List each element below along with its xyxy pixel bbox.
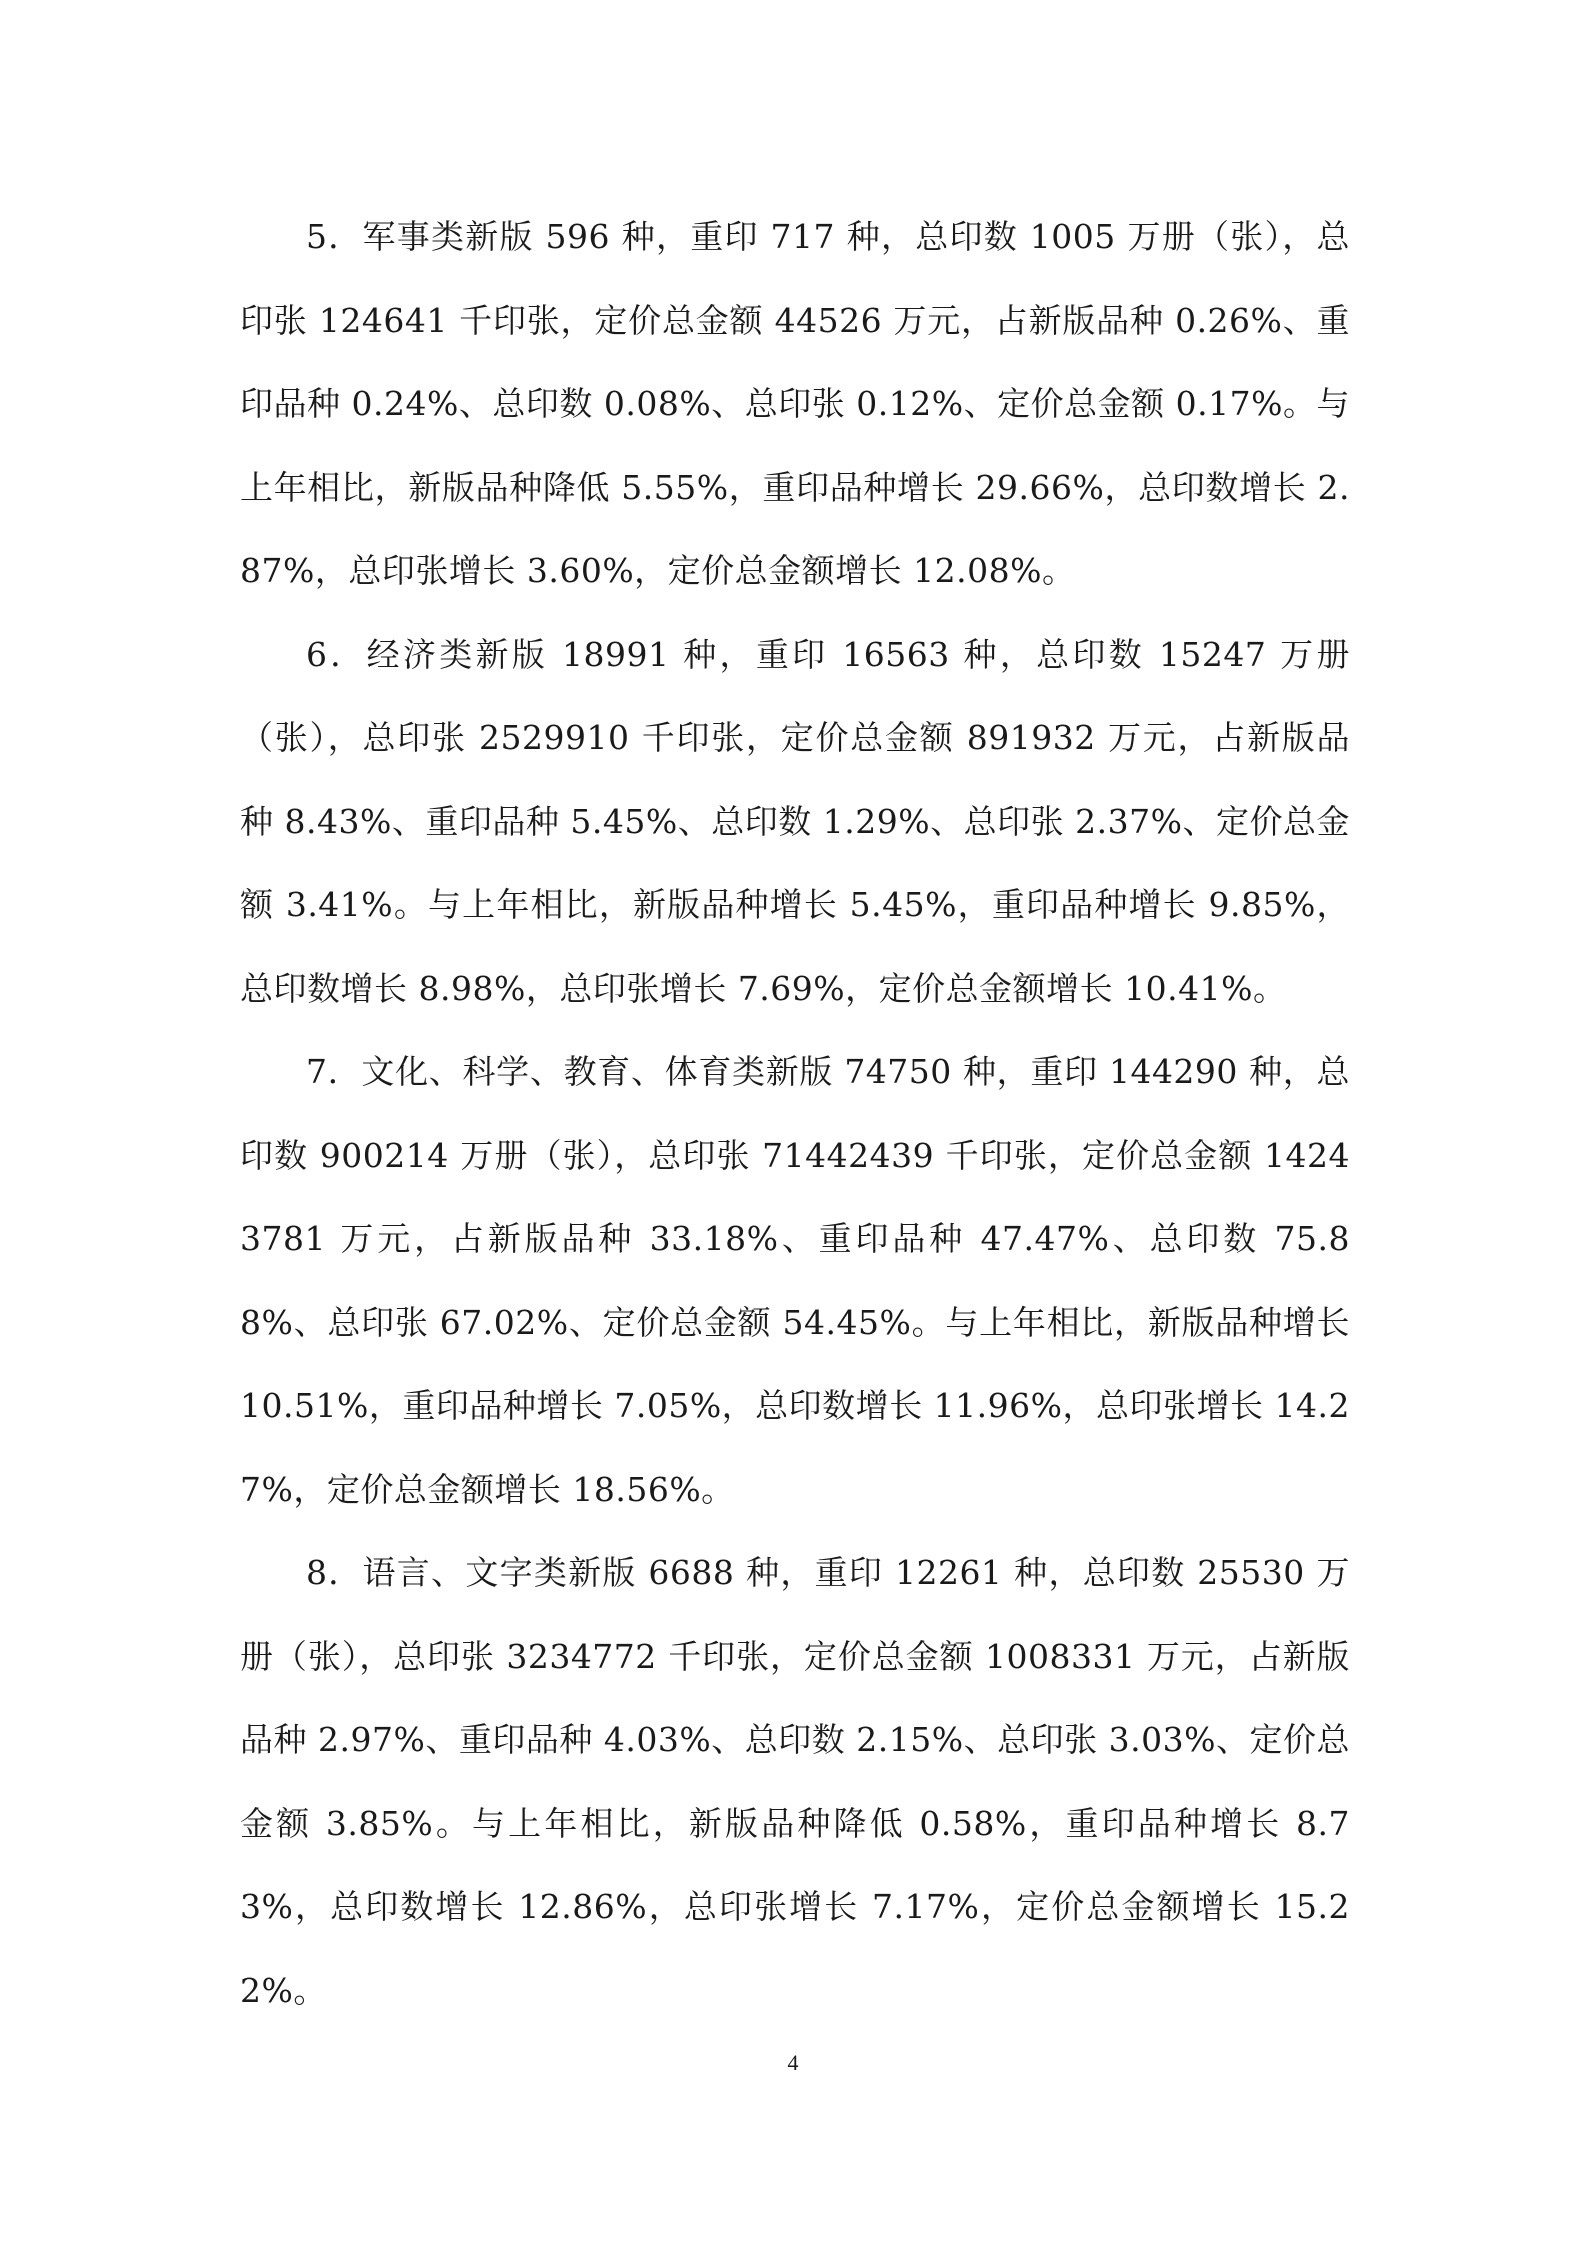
paragraph-language-writing: 8．语言、文字类新版 6688 种，重印 12261 种，总印数 25530 万册（张），总印张 3234772 千印张，定价总金额 1008331 万元，占新版品种 2.97%、重印品种 4.03%、总印数 2.15%、总印张 3.03%、定价总金额 3.85%。与上年相比，新版品种降低 0.58%，重印品种增长 8.73%，总印数增长 12.86%，总印张增长 7.17%，定价总金额增长 15.22%。 bbox=[240, 1553, 1350, 2010]
document-body bbox=[240, 195, 1350, 2032]
paragraph-economy: 6．经济类新版 18991 种，重印 16563 种，总印数 15247 万册（张），总印张 2529910 千印张，定价总金额 891932 万元，占新版品种 8.43%、重印品种 5.45%、总印数 1.29%、总印张 2.37%、定价总金额 3.41%。与上年相比，新版品种增长 5.45%，重印品种增长 9.85%，总印数增长 8.98%，总印张增长 7.69%，定价总金额增长 10.41%。 bbox=[240, 634, 1350, 1008]
page-number: 4 bbox=[787, 2050, 799, 2075]
paragraph-military: 5．军事类新版 596 种，重印 717 种，总印数 1005 万册（张），总印张 124641 千印张，定价总金额 44526 万元，占新版品种 0.26%、重印品种 0.24%、总印数 0.08%、总印张 0.12%、定价总金额 0.17%。与上年相比，新版品种降低 5.55%，重印品种增长 29.66%，总印数增长 2.87%，总印张增长 3.60%，定价总金额增长 12.08%。 bbox=[240, 217, 1350, 590]
paragraph-culture-science-education-sports: 7．文化、科学、教育、体育类新版 74750 种，重印 144290 种，总印数 900214 万册（张），总印张 71442439 千印张，定价总金额 14243781 万元，占新版品种 33.18%、重印品种 47.47%、总印数 75.88%、总印张 67.02%、定价总金额 54.45%。与上年相比，新版品种增长 10.51%，重印品种增长 7.05%，总印数增长 11.96%，总印张增长 14.27%，定价总金额增长 18.56%。 bbox=[240, 1052, 1350, 1509]
